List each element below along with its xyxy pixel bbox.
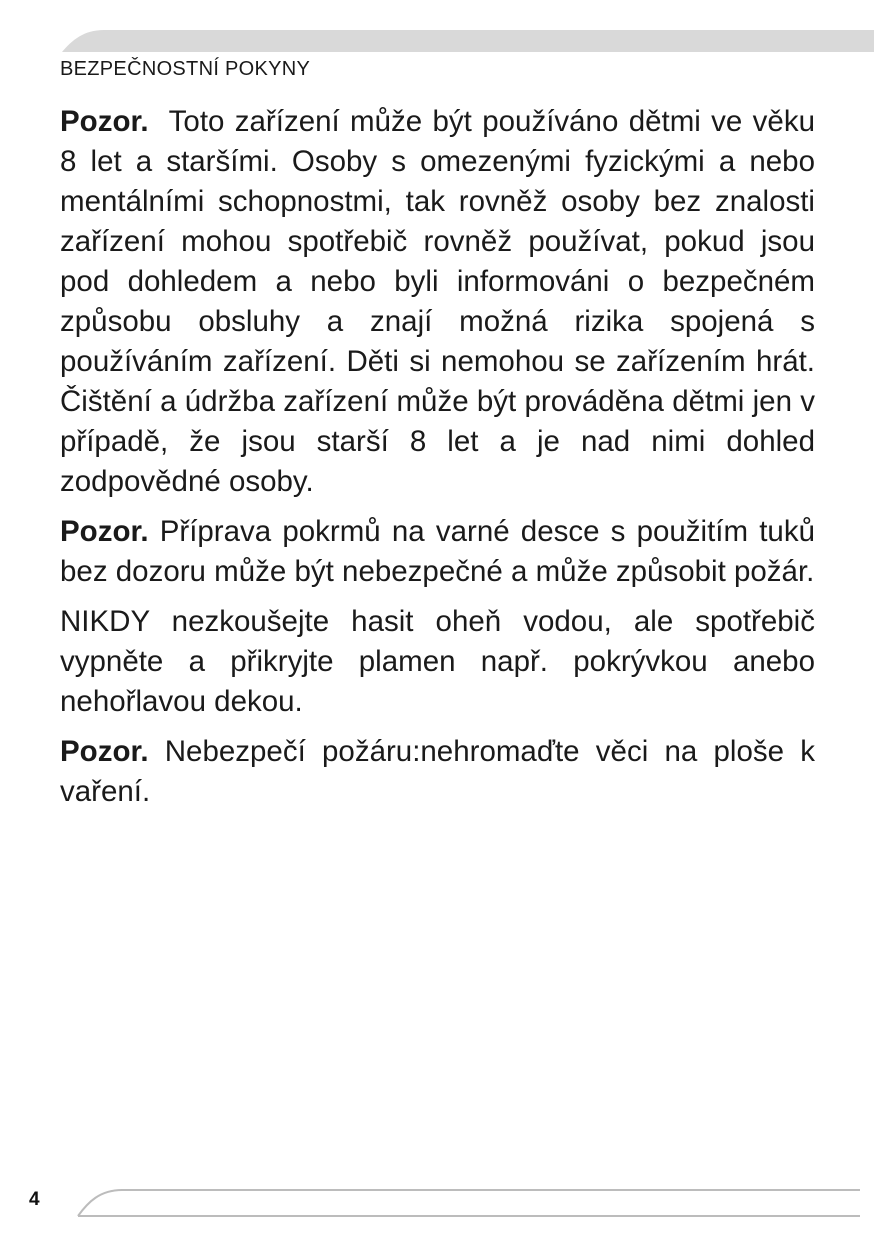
paragraph-text: Nebezpečí požáru:nehromaďte věci na ploše k vaření.: [60, 735, 816, 808]
section-title: BEZPEČNOSTNÍ POKYNY: [60, 58, 311, 80]
paragraph-text: Toto zařízení může být používáno dětmi ve věku 8 let a staršími. Osoby s omezenými fyzickými a nebo mentálními schopnostmi, tak rovněž osoby bez znalosti zařízení mohou spotřebič rovněž používat, pokud jsou pod dohledem a nebo byli informováni o bezpečném způsobu obsluhy a znají možná rizika spojená s používáním zařízení. Děti si nemohou se zařízením hrát. Čištění a údržba zařízení může být prováděna dětmi jen v případě, že jsou starší 8 let a je nad nimi dohled zodpovědné osoby.: [60, 105, 815, 498]
paragraph-children-warning: [60, 102, 815, 502]
page-number: 4: [29, 1189, 40, 1210]
footer-decorative-line: [0, 1180, 874, 1220]
warning-label: Pozor.: [60, 515, 149, 548]
header-decorative-band: [0, 0, 874, 60]
paragraph-fire-hazard: [60, 732, 815, 812]
safety-instructions-body: [60, 102, 815, 822]
paragraph-text: Příprava pokrmů na varné desce s použitím tuků bez dozoru může být nebezpečné a může způsobit požár.: [60, 515, 815, 588]
warning-label: Pozor.: [60, 735, 149, 768]
paragraph-fat-fire-warning: [60, 512, 815, 592]
paragraph-never-water: [60, 602, 815, 722]
paragraph-text: NIKDY nezkoušejte hasit oheň vodou, ale spotřebič vypněte a přikryjte plamen např. pokrývkou anebo nehořlavou dekou.: [60, 605, 815, 718]
warning-label: Pozor.: [60, 105, 149, 138]
